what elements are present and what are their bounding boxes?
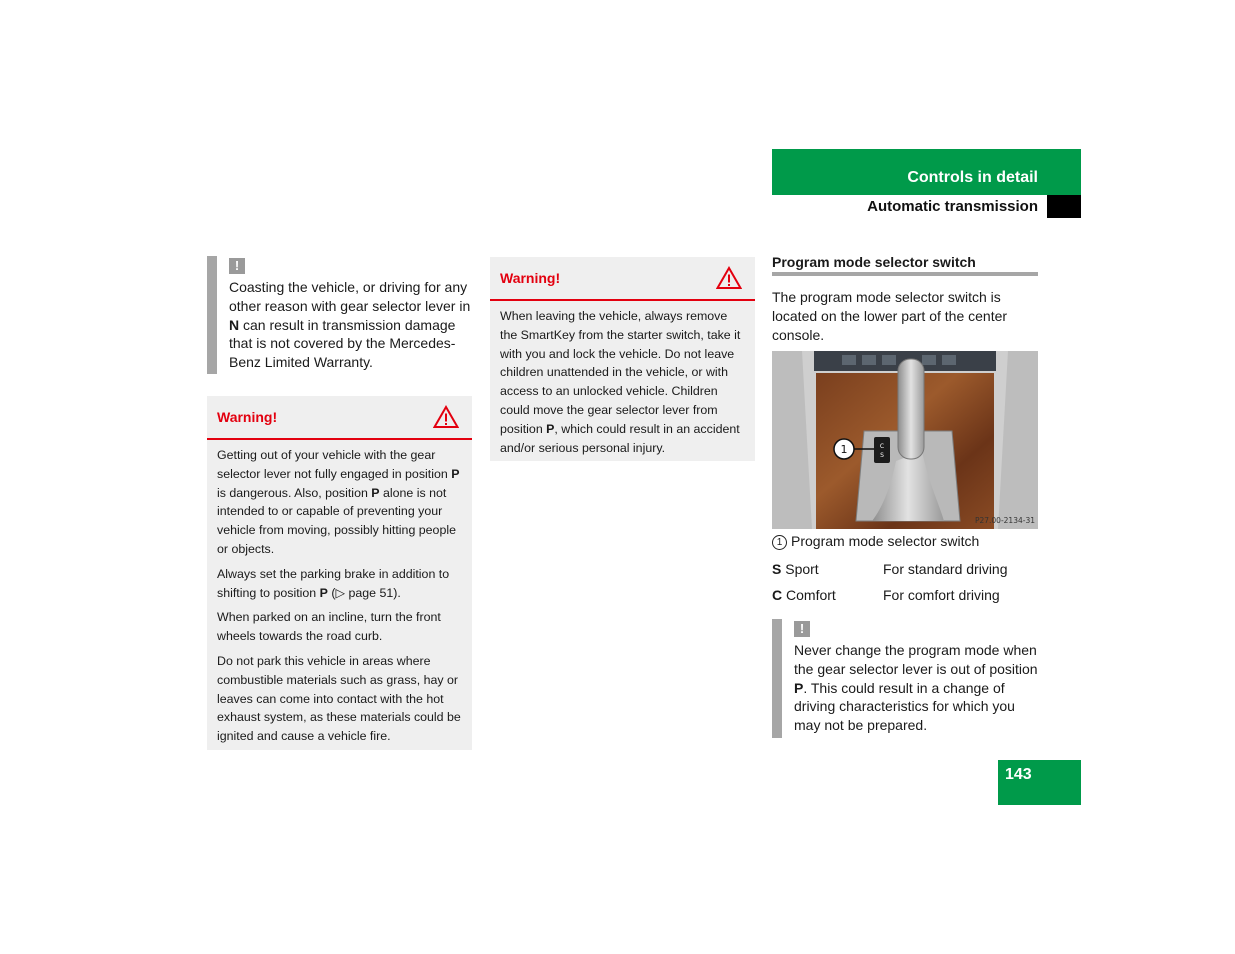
image-caption: 1 Program mode selector switch [772, 533, 1038, 550]
callout-circle-icon: 1 [772, 535, 787, 550]
warning-paragraph: When parked on an incline, turn the front wheels towards the road curb. [217, 610, 441, 644]
warning-header [490, 257, 755, 301]
warning-box-smartkey [490, 257, 755, 461]
center-console-photo [772, 351, 1038, 529]
warning-paragraph: Always set the parking brake in addition to shifting to position P (▷ page 51). [217, 566, 450, 600]
exclamation-icon: ! [229, 258, 245, 274]
header-marker [1047, 195, 1081, 218]
chapter-title: Controls in detail [907, 169, 1038, 186]
warning-label: Warning! [217, 409, 278, 425]
header-green-bar [772, 149, 1081, 195]
mode-row-sport: S Sport For standard driving [772, 561, 1008, 577]
image-reference-code: P27.00-2134-31 [974, 516, 1035, 525]
warning-box-parking [207, 396, 472, 750]
notice-text: Coasting the vehicle, or driving for any other reason with gear selector lever in N can result in transmission damage that is not covered by the Mercedes-Benz Limited Warranty. [229, 279, 471, 371]
notice-text: Never change the program mode when the gear selector lever is out of position P. This could result in a change of driving characteristics for which you may not be prepared. [794, 642, 1038, 734]
caution-notice-program-mode [772, 619, 1038, 738]
caution-notice-transmission [207, 256, 479, 374]
warning-label: Warning! [500, 270, 561, 286]
section-subtitle: Automatic transmission [867, 198, 1038, 215]
warning-triangle-icon [433, 405, 459, 429]
warning-header [207, 396, 472, 440]
gear-selector-illustration [772, 351, 1038, 529]
mode-row-comfort: C Comfort For comfort driving [772, 587, 1000, 603]
section-heading: Program mode selector switch [772, 254, 1038, 276]
warning-triangle-icon [716, 266, 742, 290]
intro-paragraph: The program mode selector switch is located on the lower part of the center console. [772, 289, 1008, 343]
switch-letter-c: C [879, 443, 885, 450]
warning-body [207, 440, 472, 758]
warning-paragraph: Do not park this vehicle in areas where combustible materials such as grass, hay or leaves can come into contact with the hot exhaust system, as these materials could be ignited and cause a vehicle fire. [217, 653, 461, 744]
page-number: 143 [1005, 766, 1032, 783]
callout-number: 1 [840, 443, 848, 456]
switch-letter-s: S [880, 452, 884, 459]
exclamation-icon: ! [794, 621, 810, 637]
warning-body [490, 301, 755, 469]
warning-paragraph: When leaving the vehicle, always remove the SmartKey from the starter switch, take it with you and lock the vehicle. Do not leave children unattended in the vehicle, or with access to an unlocked vehicle. Children could move the gear selector lever from position P, which could result in an accident and/or serious personal injury. [500, 309, 741, 455]
page-number-tab [998, 760, 1081, 805]
warning-paragraph: Getting out of your vehicle with the gear selector lever not fully engaged in position P is dangerous. Also, position P alone is not intended to or capable of preventing your vehicle from moving, possibly hitting people or objects. [217, 448, 460, 556]
